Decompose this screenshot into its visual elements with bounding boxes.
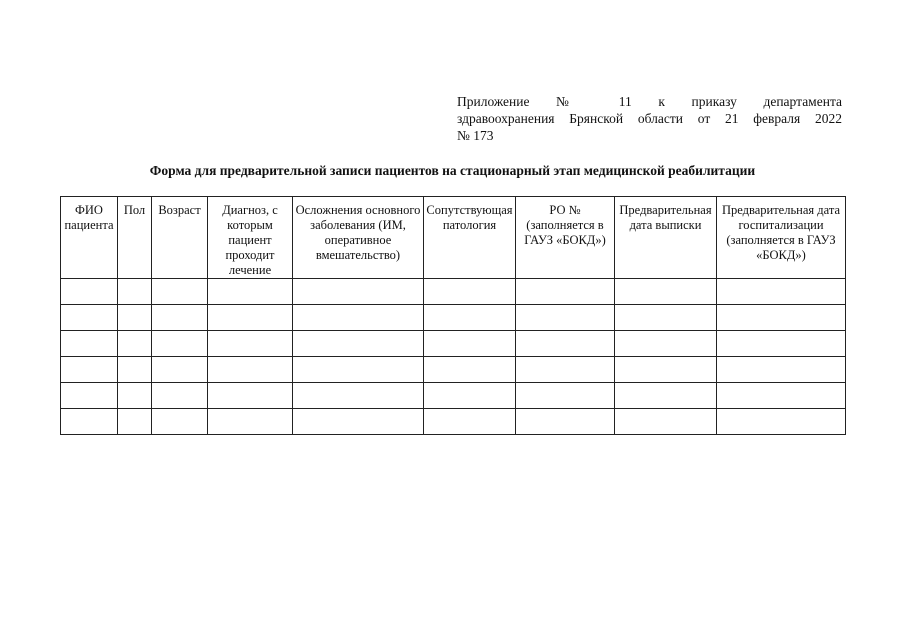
table-cell: [208, 357, 293, 383]
table-cell: [61, 383, 118, 409]
table-cell: [516, 331, 615, 357]
table-cell: [615, 305, 717, 331]
table-cell: [293, 305, 424, 331]
table-row: [61, 383, 846, 409]
table-cell: [615, 331, 717, 357]
header-complications: Осложнения основного заболевания (ИМ, оперативное вмешательство): [293, 197, 424, 279]
table-row: [61, 409, 846, 435]
table-cell: [61, 305, 118, 331]
table-cell: [424, 409, 516, 435]
header-sex: Пол: [118, 197, 152, 279]
table-cell: [717, 383, 846, 409]
table-cell: [615, 383, 717, 409]
appendix-line-3: № 173: [457, 128, 494, 143]
appendix-note: [457, 93, 842, 144]
header-age: Возраст: [152, 197, 208, 279]
table-cell: [293, 279, 424, 305]
table-cell: [615, 357, 717, 383]
table-cell: [208, 383, 293, 409]
table-cell: [516, 305, 615, 331]
table-cell: [118, 383, 152, 409]
table-cell: [118, 409, 152, 435]
table-cell: [208, 409, 293, 435]
table-cell: [424, 305, 516, 331]
table-cell: [208, 331, 293, 357]
table-cell: [61, 331, 118, 357]
table-cell: [516, 279, 615, 305]
header-patient-name: ФИО пациента: [61, 197, 118, 279]
table-cell: [118, 331, 152, 357]
table-cell: [293, 357, 424, 383]
table-cell: [717, 409, 846, 435]
table-row: [61, 305, 846, 331]
header-discharge-date: Предварительная дата выписки: [615, 197, 717, 279]
table-cell: [152, 409, 208, 435]
table-cell: [516, 409, 615, 435]
table-cell: [118, 357, 152, 383]
table-cell: [61, 357, 118, 383]
table-cell: [208, 279, 293, 305]
table-row: [61, 279, 846, 305]
table-cell: [717, 305, 846, 331]
table-cell: [615, 279, 717, 305]
table-cell: [717, 331, 846, 357]
table-cell: [293, 383, 424, 409]
header-hospitalization-date: Предварительная дата госпитализации (заполняется в ГАУЗ «БОКД»): [717, 197, 846, 279]
table-cell: [424, 279, 516, 305]
header-ro-number: РО № (заполняется в ГАУЗ «БОКД»): [516, 197, 615, 279]
table-row: [61, 331, 846, 357]
table-cell: [293, 331, 424, 357]
table-cell: [152, 331, 208, 357]
table-cell: [424, 331, 516, 357]
table-cell: [152, 357, 208, 383]
registration-table: [60, 196, 846, 435]
table-cell: [516, 383, 615, 409]
table-cell: [152, 279, 208, 305]
appendix-line-1: Приложение № 11 к приказу департамента: [457, 94, 842, 109]
table-cell: [717, 279, 846, 305]
table-cell: [61, 279, 118, 305]
table-cell: [118, 279, 152, 305]
table-cell: [208, 305, 293, 331]
table-cell: [717, 357, 846, 383]
table-header-row: [61, 197, 846, 279]
table-cell: [118, 305, 152, 331]
table-cell: [615, 409, 717, 435]
table-row: [61, 357, 846, 383]
table-cell: [293, 409, 424, 435]
header-comorbidity: Сопутствующая патология: [424, 197, 516, 279]
table-cell: [152, 383, 208, 409]
table-cell: [424, 357, 516, 383]
table-cell: [152, 305, 208, 331]
table-cell: [516, 357, 615, 383]
header-diagnosis: Диагноз, с которым пациент проходит лечение: [208, 197, 293, 279]
appendix-line-2: здравоохранения Брянской области от 21 февраля 2022: [457, 111, 842, 126]
table-body: [61, 279, 846, 435]
table-cell: [61, 409, 118, 435]
table-cell: [424, 383, 516, 409]
form-title: Форма для предварительной записи пациентов на стационарный этап медицинской реабилитации: [149, 163, 756, 178]
